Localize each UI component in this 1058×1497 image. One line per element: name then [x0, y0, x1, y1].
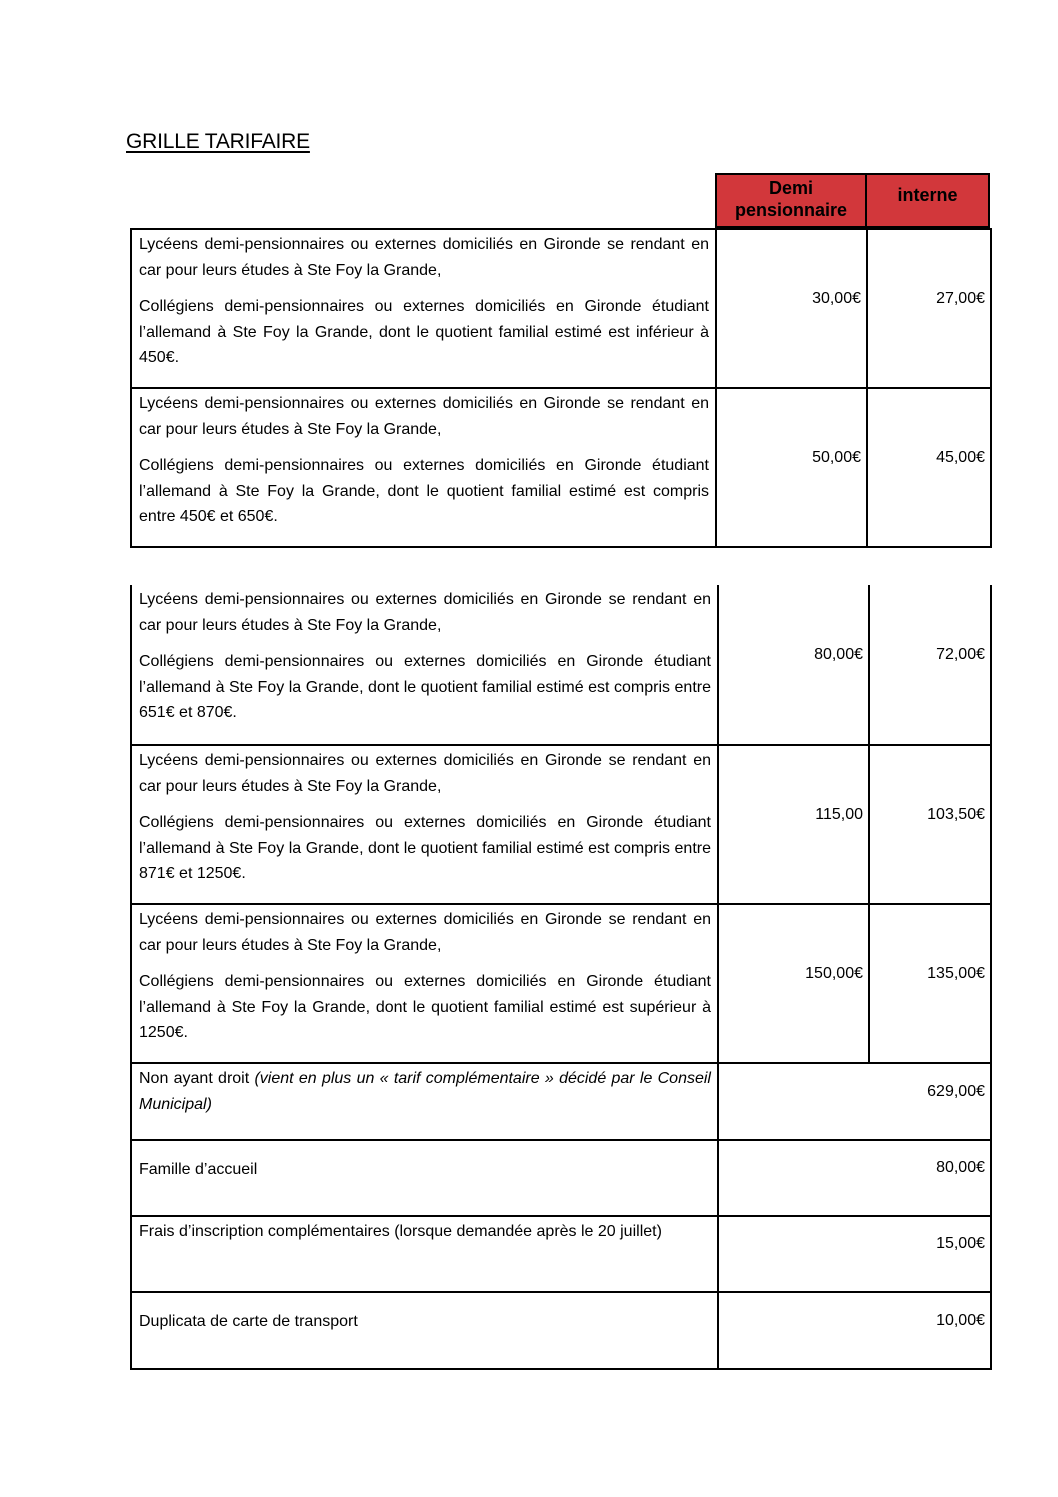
price-interne-value: 72,00€	[936, 645, 985, 663]
table-row	[131, 745, 991, 904]
college-text: Collégiens demi-pensionnaires ou externes domiciliés en Gironde étudiant l’allemand à Ste Foy la Grande, dont le quotient familial estimé est compris entre 871€ et 1250€.	[139, 814, 711, 882]
price-value: 10,00€	[936, 1311, 985, 1329]
famille-price	[718, 1140, 991, 1216]
price-demi	[718, 745, 869, 904]
price-interne-value: 135,00€	[927, 964, 985, 982]
college-text: Collégiens demi-pensionnaires ou externes domiciliés en Gironde étudiant l’allemand à Ste Foy la Grande, dont le quotient familial estimé est compris entre 450€ et 650€.	[139, 457, 709, 525]
table-row	[131, 229, 991, 388]
price-value: 629,00€	[927, 1082, 985, 1100]
price-interne-value: 103,50€	[927, 805, 985, 823]
college-text: Collégiens demi-pensionnaires ou externes domiciliés en Gironde étudiant l’allemand à Ste Foy la Grande, dont le quotient familial estimé est inférieur à 450€.	[139, 298, 709, 366]
price-demi-value: 80,00€	[814, 645, 863, 663]
header-interne: interne	[865, 173, 990, 228]
college-text: Collégiens demi-pensionnaires ou externes domiciliés en Gironde étudiant l’allemand à Ste Foy la Grande, dont le quotient familial estimé est supérieur à 1250€.	[139, 973, 711, 1041]
inscription-price	[718, 1216, 991, 1292]
price-demi-value: 150,00€	[805, 964, 863, 982]
lycee-text: Lycéens demi-pensionnaires ou externes domiciliés en Gironde se rendant en car pour leurs études à Ste Foy la Grande,	[139, 911, 711, 954]
price-interne-value: 45,00€	[936, 448, 985, 466]
price-demi	[716, 229, 867, 388]
price-interne	[869, 745, 991, 904]
price-interne	[869, 904, 991, 1063]
non-ayant-droit-note: (vient en plus un « tarif complémentaire » décidé par le Conseil Municipal)	[139, 1070, 711, 1113]
famille-label: Famille d’accueil	[139, 1161, 258, 1178]
price-value: 15,00€	[936, 1235, 985, 1252]
tariff-table-1	[130, 228, 992, 548]
table-row	[131, 1140, 991, 1216]
table-row	[131, 585, 991, 745]
inscription-cell	[131, 1216, 718, 1292]
price-demi	[718, 585, 869, 745]
famille-cell	[131, 1140, 718, 1216]
non-ayant-droit-label: Non ayant droit	[139, 1070, 250, 1087]
price-interne-value: 27,00€	[936, 289, 985, 307]
price-interne	[869, 585, 991, 745]
row-description	[131, 904, 718, 1063]
price-demi	[718, 904, 869, 1063]
price-demi-value: 115,00	[815, 805, 863, 823]
row-description	[131, 585, 718, 745]
price-demi-value: 30,00€	[812, 289, 861, 307]
table-row	[131, 904, 991, 1063]
lycee-text: Lycéens demi-pensionnaires ou externes domiciliés en Gironde se rendant en car pour leurs études à Ste Foy la Grande,	[139, 395, 709, 438]
non-ayant-droit-price	[718, 1063, 991, 1140]
duplicata-price	[718, 1292, 991, 1369]
price-demi	[716, 388, 867, 547]
price-value: 80,00€	[936, 1159, 985, 1176]
lycee-text: Lycéens demi-pensionnaires ou externes domiciliés en Gironde se rendant en car pour leurs études à Ste Foy la Grande,	[139, 236, 709, 279]
row-description	[131, 388, 716, 547]
table-row	[131, 388, 991, 547]
table-row	[131, 1292, 991, 1369]
lycee-text: Lycéens demi-pensionnaires ou externes domiciliés en Gironde se rendant en car pour leurs études à Ste Foy la Grande,	[139, 752, 711, 795]
page-title: GRILLE TARIFAIRE	[126, 130, 310, 153]
row-description	[131, 745, 718, 904]
price-interne	[867, 388, 991, 547]
table-row	[131, 1216, 991, 1292]
header-demi-pensionnaire: Demi pensionnaire	[715, 173, 867, 228]
duplicata-label: Duplicata de carte de transport	[139, 1313, 358, 1330]
tariff-table-2	[130, 585, 992, 1370]
table-row	[131, 1063, 991, 1140]
non-ayant-droit-cell	[131, 1063, 718, 1140]
lycee-text: Lycéens demi-pensionnaires ou externes domiciliés en Gironde se rendant en car pour leurs études à Ste Foy la Grande,	[139, 591, 711, 634]
inscription-label: Frais d’inscription complémentaires (lorsque demandée après le 20 juillet)	[139, 1223, 662, 1240]
price-demi-value: 50,00€	[812, 448, 861, 466]
college-text: Collégiens demi-pensionnaires ou externes domiciliés en Gironde étudiant l’allemand à Ste Foy la Grande, dont le quotient familial estimé est compris entre 651€ et 870€.	[139, 653, 711, 721]
row-description	[131, 229, 716, 388]
duplicata-cell	[131, 1292, 718, 1369]
price-interne	[867, 229, 991, 388]
